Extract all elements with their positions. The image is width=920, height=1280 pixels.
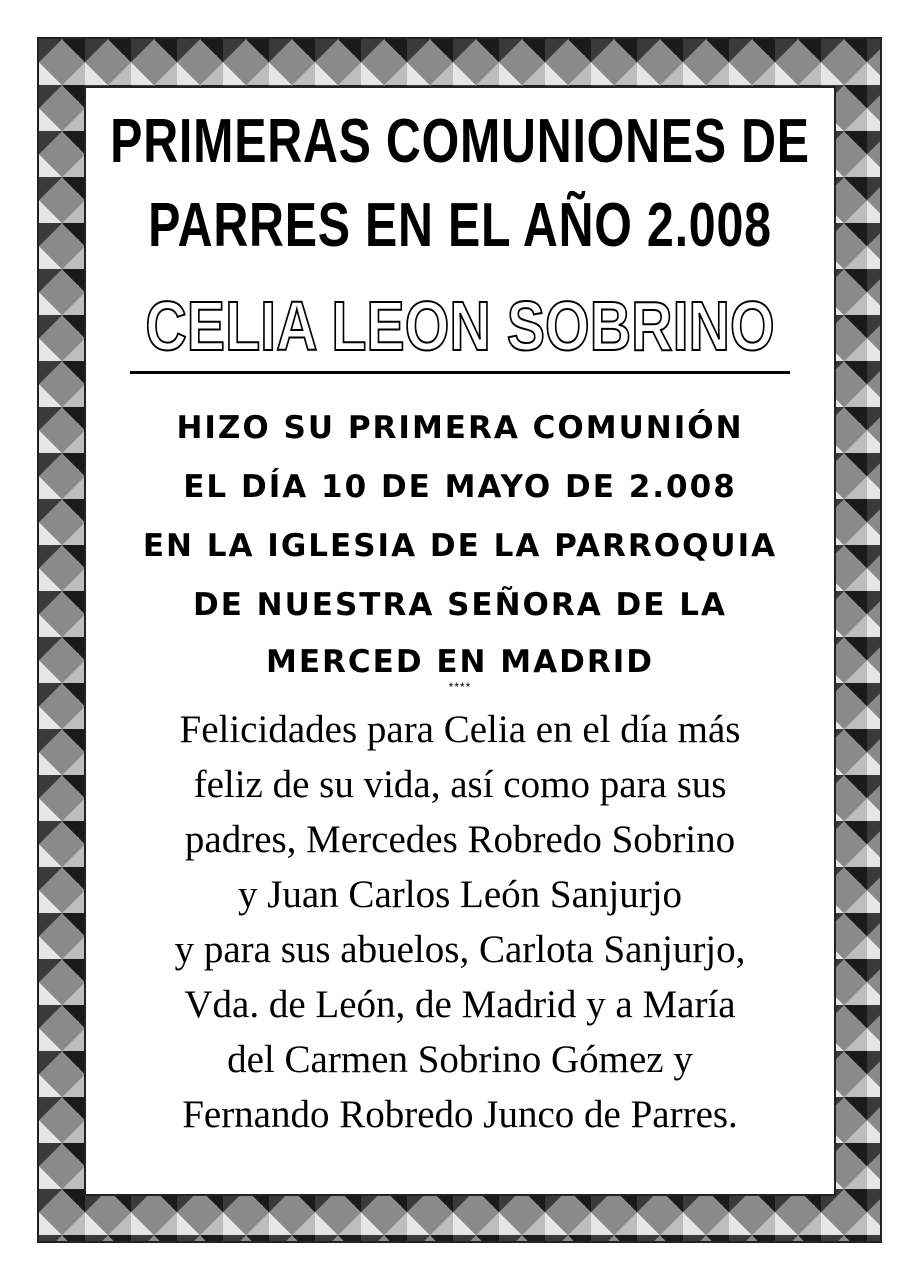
- communion-line-5: MERCED EN MADRID: [266, 644, 654, 680]
- message-line-1: Felicidades para Celia en el día más: [179, 708, 741, 751]
- message-line-6: Vda. de León, de Madrid y a María: [184, 983, 736, 1026]
- communion-line-1: HIZO SU PRIMERA COMUNIÓN: [176, 410, 744, 446]
- title-line-2: PARRES EN EL AÑO 2.008: [148, 191, 772, 260]
- message-line-8: Fernando Robredo Junco de Parres.: [182, 1093, 738, 1136]
- title-line-1: PRIMERAS COMUNIONES DE: [110, 107, 810, 176]
- communion-line-2: EL DÍA 10 DE MAYO DE 2.008: [183, 469, 737, 505]
- name-underline: [130, 371, 790, 374]
- separator-stars: ****: [448, 680, 472, 694]
- communion-line-4: DE NUESTRA SEÑORA DE LA: [192, 587, 728, 623]
- honoree-name: CELIA LEON SOBRINO: [145, 287, 775, 365]
- message-line-5: y para sus abuelos, Carlota Sanjurjo,: [174, 928, 746, 971]
- message-line-2: feliz de su vida, así como para sus: [193, 763, 727, 806]
- communion-line-3: EN LA IGLESIA DE LA PARROQUIA: [142, 528, 778, 564]
- message-line-7: del Carmen Sobrino Gómez y: [227, 1038, 693, 1081]
- message-line-4: y Juan Carlos León Sanjurjo: [237, 873, 683, 916]
- message-line-3: padres, Mercedes Robredo Sobrino: [184, 818, 736, 861]
